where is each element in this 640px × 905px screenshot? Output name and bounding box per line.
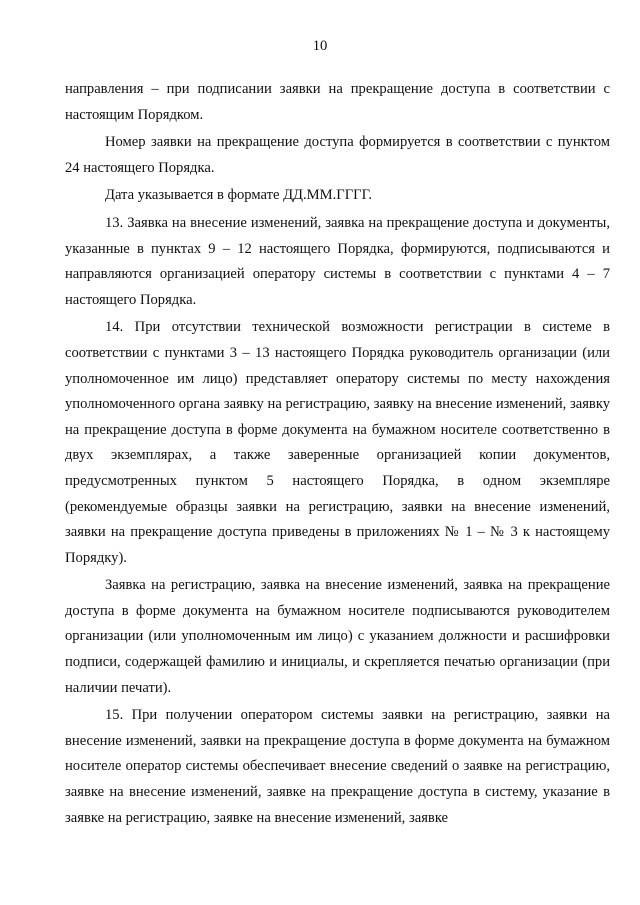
document-body (65, 77, 610, 831)
paragraph-continuation: направления – при подписании заявки на прекращение доступа в соответствии с настоящим Порядком. (65, 81, 610, 123)
paragraph-item-15: 15. При получении оператором системы заявки на регистрацию, заявки на внесение изменений, заявки на прекращение доступа в форме документа на бумажном носителе оператор системы обеспечивает внесение сведений о заявке на регистрацию, заявке на внесение изменений, заявке на прекращение доступа в систему, указание в заявке на регистрацию, заявке на внесение изменений, заявке (65, 707, 610, 826)
paragraph-application-number: Номер заявки на прекращение доступа формируется в соответствии с пунктом 24 настоящего Порядка. (65, 134, 610, 176)
paragraph-date-format: Дата указывается в формате ДД.ММ.ГГГГ. (105, 187, 373, 204)
paragraph-item-14: 14. При отсутствии технической возможности регистрации в системе в соответствии с пунктами 3 – 13 настоящего Порядка руководитель организации (или уполномоченное им лицо) представляет оператору системы по месту нахождения уполномоченного органа заявку на регистрацию, заявку на внесение изменений, заявку на прекращение доступа в форме документа на бумажном носителе соответственно в двух экземплярах, а также заверенные организацией копии документов, предусмотренных пунктом 5 настоящего Порядка, в одном экземпляре (рекомендуемые образцы заявки на регистрацию, заявки на внесение изменений, заявки на прекращение доступа приведены в приложениях № 1 – № 3 к настоящему Порядку). (65, 319, 610, 566)
page-number: 10 (312, 38, 328, 54)
paragraph-item-13: 13. Заявка на внесение изменений, заявка на прекращение доступа и документы, указанные в пунктах 9 – 12 настоящего Порядка, формируются, подписываются и направляются организацией оператору системы в соответствии с пунктами 4 – 7 настоящего Порядка. (65, 214, 610, 308)
paragraph-paper-application: Заявка на регистрацию, заявка на внесение изменений, заявка на прекращение доступа в форме документа на бумажном носителе подписываются руководителем организации (или уполномоченным им лицо) с указанием должности и расшифровки подписи, содержащей фамилию и инициалы, и скрепляется печатью организации (при наличии печати). (65, 577, 610, 696)
